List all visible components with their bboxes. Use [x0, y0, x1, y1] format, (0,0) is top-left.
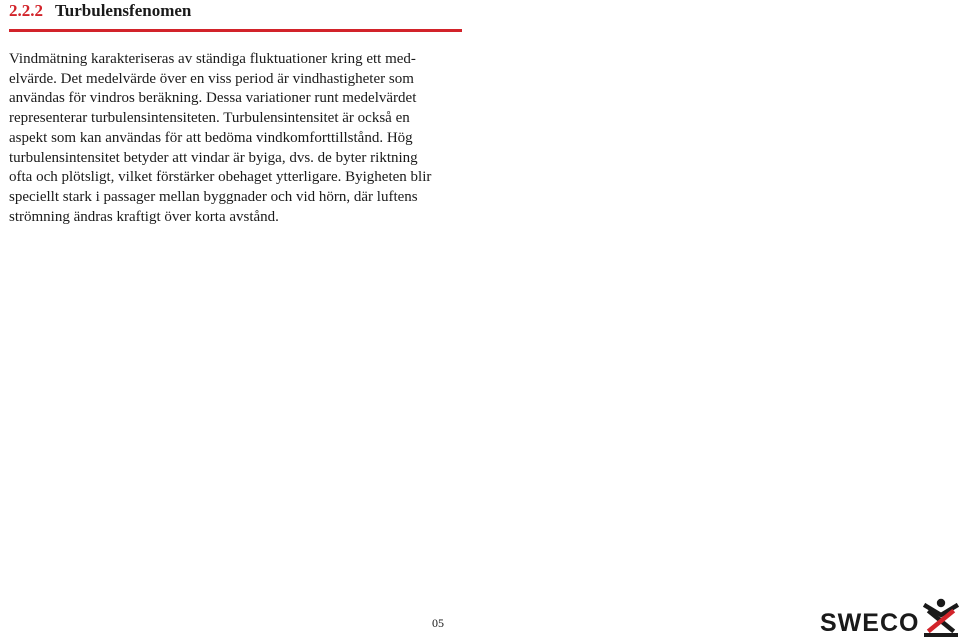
body-line: representerar turbulensintensiteten. Turbulensintensitet är också en	[9, 110, 410, 127]
logo-wordmark: SWECO	[820, 609, 920, 637]
section-title: Turbulensfenomen	[55, 1, 192, 20]
sweco-logo	[820, 598, 960, 638]
sweco-mark-icon	[922, 598, 960, 638]
body-paragraph	[9, 50, 479, 227]
body-line: Vindmätning karakteriseras av ständiga fluktuationer kring ett med-	[9, 51, 416, 67]
section-heading	[9, 0, 191, 26]
page-number: 05	[432, 616, 444, 630]
section-number: 2.2.2	[9, 1, 43, 20]
body-line: turbulensintensitet betyder att vindar är byiga, dvs. de byter riktning	[9, 149, 418, 166]
body-line: ofta och plötsligt, vilket förstärker obehaget ytterligare. Byigheten blir	[9, 169, 432, 186]
body-line: elvärde. Det medelvärde över en viss period är vindhastigheter som	[9, 70, 414, 87]
body-line: användas för vindros beräkning. Dessa variationer runt medelvärdet	[9, 90, 417, 107]
body-line: strömning ändras kraftigt över korta avstånd.	[9, 208, 279, 225]
body-line: speciellt stark i passager mellan byggnader och vid hörn, där luftens	[9, 188, 418, 205]
body-line: aspekt som kan användas för att bedöma vindkomforttillstånd. Hög	[9, 129, 413, 146]
heading-divider	[9, 29, 462, 32]
